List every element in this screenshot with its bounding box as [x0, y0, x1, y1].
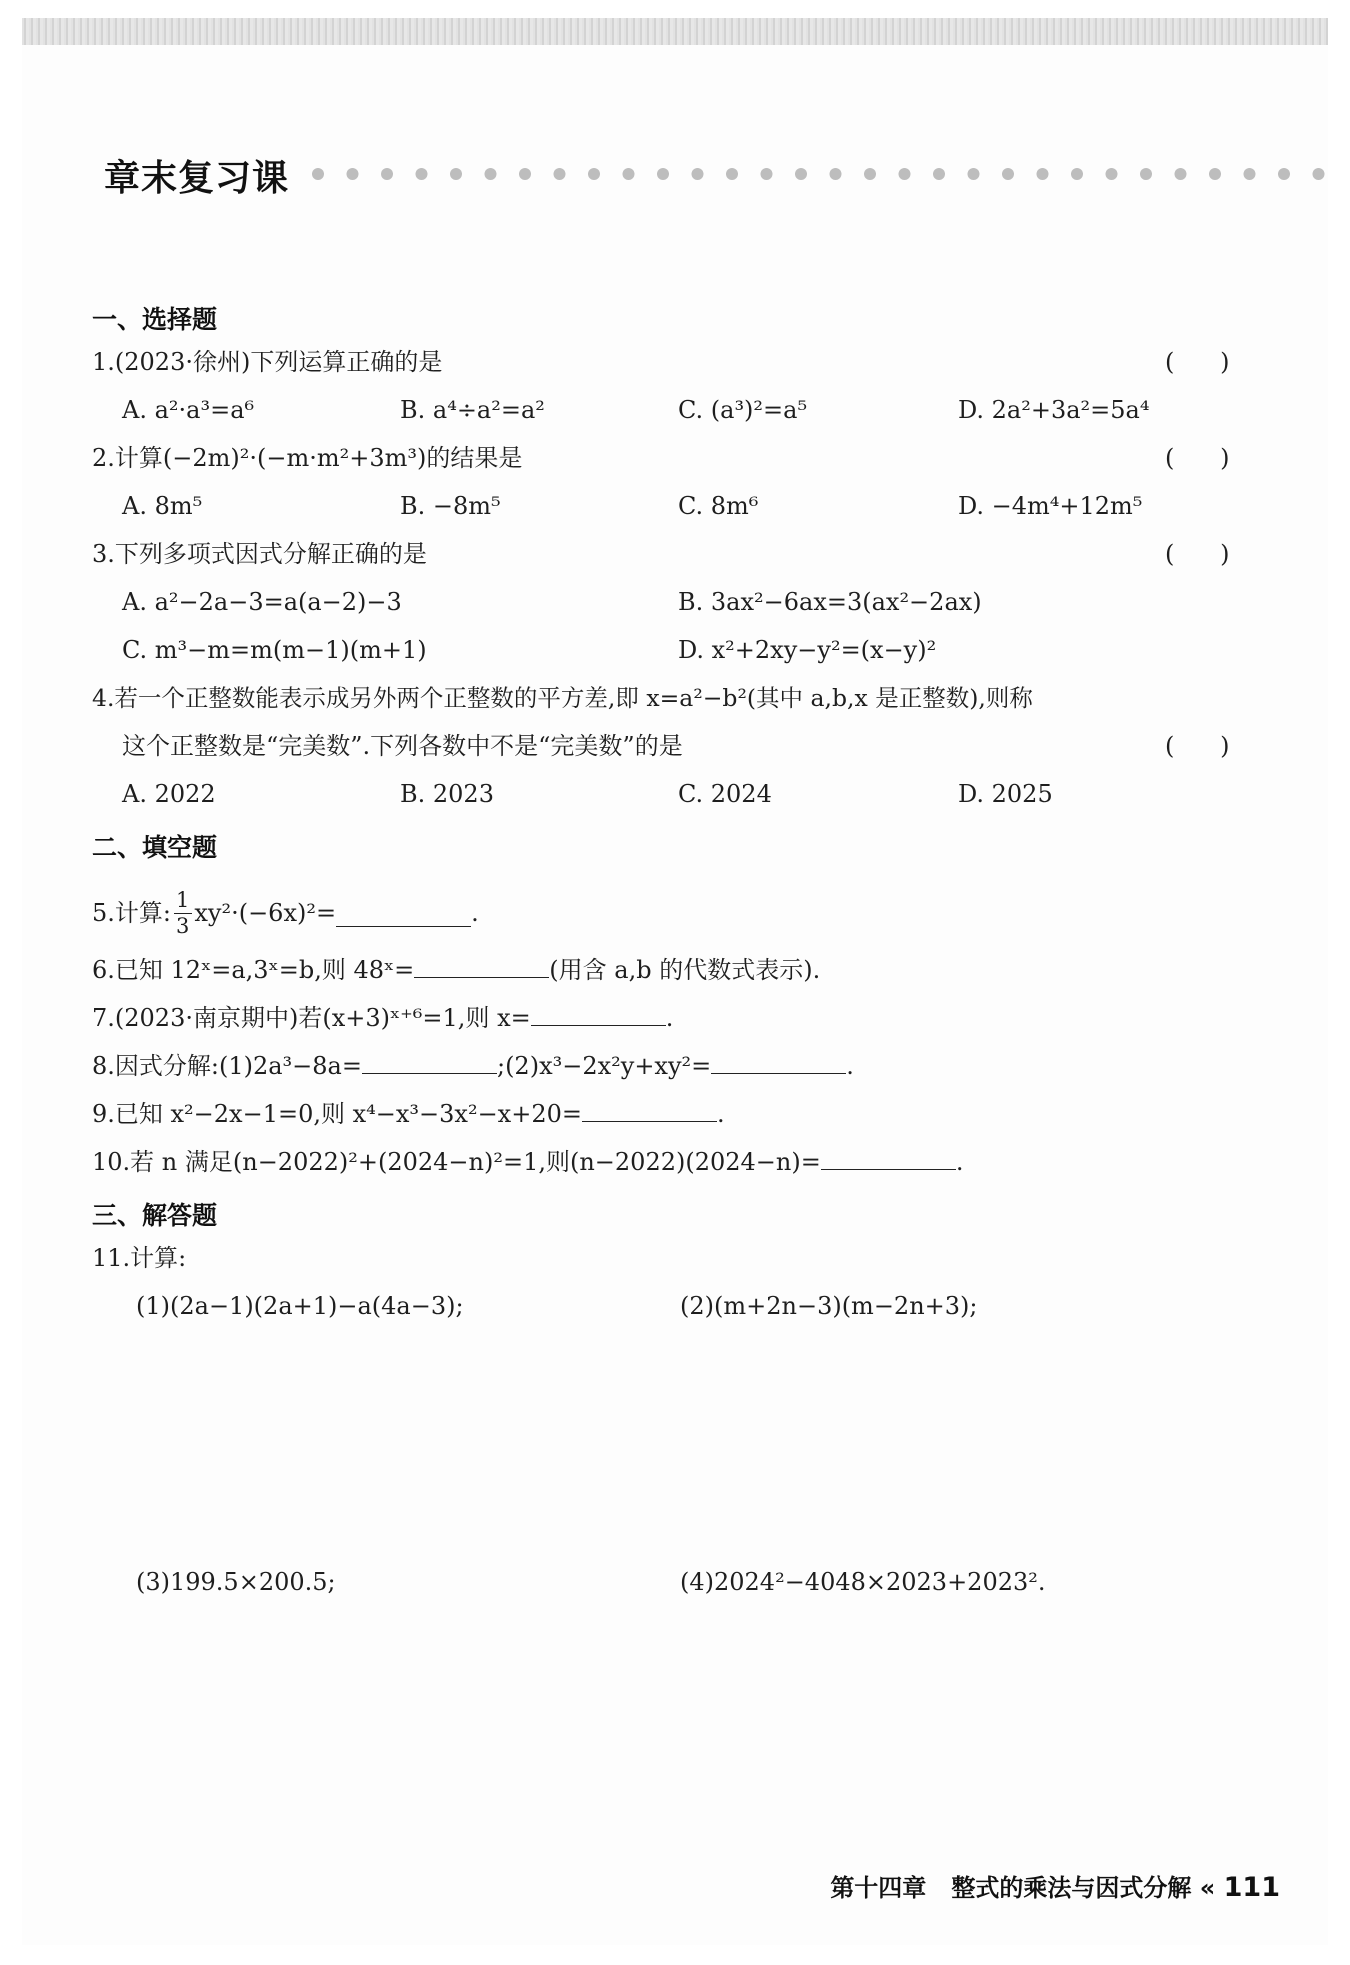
double-chevron-left-icon: « [1199, 1874, 1216, 1902]
leader-dot [623, 168, 635, 180]
question-11-part-1: (1)(2a−1)(2a+1)−a(4a−3); [136, 1292, 464, 1320]
question-3-option-d: D. x²+2xy−y²=(x−y)² [678, 636, 937, 664]
question-5 [92, 890, 479, 937]
answer-parentheses: ( ) [1165, 444, 1230, 472]
question-6 [92, 956, 820, 985]
fraction-denominator: 3 [175, 914, 190, 938]
section-heading-choice: 一、选择题 [92, 305, 218, 334]
question-1-stem: 1.(2023·徐州)下列运算正确的是 [92, 348, 443, 376]
question-10-prefix: 10.若 n 满足(n−2022)²+(2024−n)²=1,则(n−2022)(2024−n)= [92, 1148, 821, 1176]
question-8-prefix: 8.因式分解:(1)2a³−8a= [92, 1052, 362, 1080]
leader-dot [588, 168, 600, 180]
question-7-end: . [665, 1004, 674, 1032]
question-3-stem: 3.下列多项式因式分解正确的是 [92, 540, 427, 568]
question-4-stem-line1: 4.若一个正整数能表示成另外两个正整数的平方差,即 x=a²−b²(其中 a,b,x 是正整数),则称 [92, 684, 1033, 712]
question-1-option-b: B. a⁴÷a²=a² [400, 396, 545, 424]
question-1-option-c: C. (a³)²=a⁵ [678, 396, 808, 424]
question-9-prefix: 9.已知 x²−2x−1=0,则 x⁴−x³−3x²−x+20= [92, 1100, 582, 1128]
leader-dot [1175, 168, 1187, 180]
leader-dot [554, 168, 566, 180]
question-4-option-b: B. 2023 [400, 780, 494, 808]
question-8-end: . [846, 1052, 854, 1080]
leader-dot [416, 168, 428, 180]
question-9-end: . [716, 1100, 725, 1128]
leader-dot [1071, 168, 1083, 180]
answer-parentheses: ( ) [1165, 540, 1230, 568]
leader-dot [1106, 168, 1118, 180]
question-4-option-a: A. 2022 [122, 780, 216, 808]
title-dot-leader [310, 166, 1330, 182]
section-heading-fill: 二、填空题 [92, 833, 218, 862]
leader-dot [761, 168, 773, 180]
section-heading-solve: 三、解答题 [92, 1201, 218, 1230]
question-11-part-4: (4)2024²−4048×2023+2023². [680, 1568, 1046, 1596]
question-5-prefix: 5.计算: [92, 899, 171, 928]
question-11-part-3: (3)199.5×200.5; [136, 1568, 336, 1596]
question-5-end: . [471, 899, 479, 928]
leader-dot [968, 168, 980, 180]
answer-blank[interactable] [531, 1024, 666, 1026]
answer-blank[interactable] [414, 976, 549, 978]
question-9 [92, 1100, 725, 1129]
leader-dot [1140, 168, 1152, 180]
leader-dot [657, 168, 669, 180]
answer-blank[interactable] [362, 1072, 497, 1074]
question-11-stem: 11.计算: [92, 1244, 187, 1272]
answer-blank[interactable] [336, 925, 471, 927]
leader-dot [1209, 168, 1221, 180]
leader-dot [1037, 168, 1049, 180]
leader-dot [830, 168, 842, 180]
page-number: 111 [1223, 1872, 1280, 1903]
question-8 [92, 1052, 854, 1081]
leader-dot [933, 168, 945, 180]
question-10-end: . [955, 1148, 964, 1176]
leader-dot [726, 168, 738, 180]
answer-blank[interactable] [821, 1168, 956, 1170]
question-6-prefix: 6.已知 12ˣ=a,3ˣ=b,则 48ˣ= [92, 956, 415, 984]
leader-dot [312, 168, 324, 180]
question-10 [92, 1148, 963, 1177]
leader-dot [1278, 168, 1290, 180]
question-1-option-d: D. 2a²+3a²=5a⁴ [958, 396, 1150, 424]
leader-dot [692, 168, 704, 180]
leader-dot [1002, 168, 1014, 180]
answer-parentheses: ( ) [1165, 348, 1230, 376]
leader-dot [485, 168, 497, 180]
leader-dot [347, 168, 359, 180]
question-2-option-b: B. −8m⁵ [400, 492, 501, 520]
question-2-stem: 2.计算(−2m)²·(−m·m²+3m³)的结果是 [92, 444, 523, 472]
question-8-middle: ;(2)x³−2x²y+xy²= [496, 1052, 712, 1080]
question-4-option-d: D. 2025 [958, 780, 1053, 808]
question-7 [92, 1004, 673, 1033]
page-sheet [22, 45, 1328, 1945]
leader-dot [1244, 168, 1256, 180]
question-3-option-c: C. m³−m=m(m−1)(m+1) [122, 636, 427, 664]
question-1-option-a: A. a²·a³=a⁶ [122, 396, 255, 424]
question-6-suffix: (用含 a,b 的代数式表示). [549, 956, 821, 984]
leader-dot [899, 168, 911, 180]
question-2-option-a: A. 8m⁵ [122, 492, 203, 520]
question-2-option-c: C. 8m⁶ [678, 492, 759, 520]
leader-dot [795, 168, 807, 180]
leader-dot [864, 168, 876, 180]
question-3-option-b: B. 3ax²−6ax=3(ax²−2ax) [678, 588, 982, 616]
question-2-option-d: D. −4m⁴+12m⁵ [958, 492, 1143, 520]
fraction-one-third [173, 890, 192, 937]
leader-dot [519, 168, 531, 180]
question-3-option-a: A. a²−2a−3=a(a−2)−3 [122, 588, 402, 616]
fraction-numerator: 1 [175, 888, 190, 912]
scan-top-band [22, 18, 1328, 45]
leader-dot [1313, 168, 1325, 180]
footer-chapter-name: 第十四章 整式的乘法与因式分解 [830, 1874, 1192, 1902]
answer-parentheses: ( ) [1165, 732, 1230, 760]
answer-blank[interactable] [711, 1072, 846, 1074]
chapter-title: 章末复习课 [104, 158, 290, 199]
question-11-part-2: (2)(m+2n−3)(m−2n+3); [680, 1292, 978, 1320]
leader-dot [450, 168, 462, 180]
answer-blank[interactable] [582, 1120, 717, 1122]
question-5-expression: xy²·(−6x)²= [194, 899, 337, 928]
question-4-stem-line2: 这个正整数是“完美数”.下列各数中不是“完美数”的是 [122, 732, 683, 760]
leader-dot [381, 168, 393, 180]
question-4-option-c: C. 2024 [678, 780, 772, 808]
page-footer [830, 1868, 1280, 1903]
question-7-prefix: 7.(2023·南京期中)若(x+3)ˣ⁺⁶=1,则 x= [92, 1004, 531, 1032]
